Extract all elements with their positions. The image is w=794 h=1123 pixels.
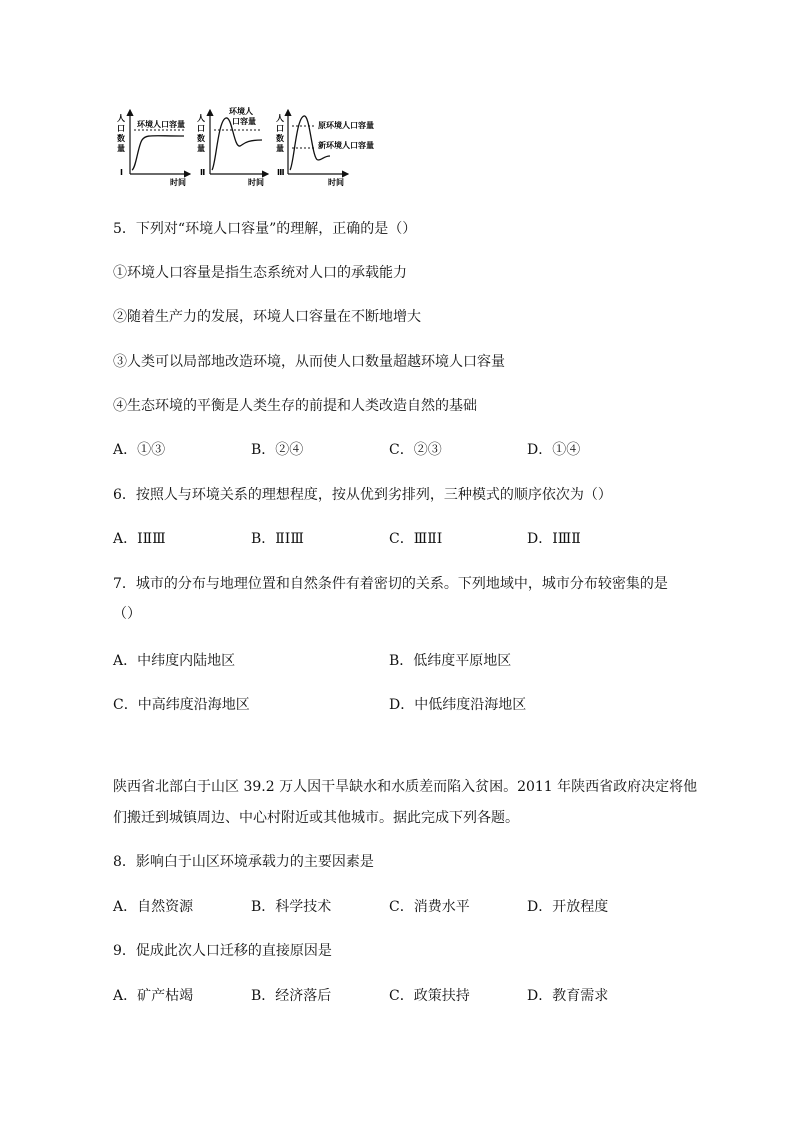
q7-stem-line-1: 7．城市的分布与地理位置和自然条件有着密切的关系。下列地域中，城市分布较密集的是 <box>113 576 668 592</box>
q7-stem-line-2: （） <box>113 606 141 622</box>
panel-3-line-label-bottom: 新环境人口容量 <box>318 141 374 150</box>
q5-option-c: C．②③ <box>389 442 442 458</box>
population-capacity-figure <box>112 104 392 188</box>
panel-1-ylabel-3: 数 <box>117 134 125 143</box>
panel-2-numeral: Ⅱ <box>200 168 206 177</box>
panel-3-line-label-top: 原环境人口容量 <box>318 121 374 130</box>
q7-option-b: B．低纬度平原地区 <box>389 653 512 669</box>
q9-option-c: C．政策扶持 <box>389 988 470 1004</box>
panel-1-line-label: 环境人口容量 <box>137 120 185 129</box>
panel-1-xlabel: 时间 <box>170 178 186 187</box>
q8-option-c: C．消费水平 <box>389 899 470 915</box>
q6-option-a: A．ⅠⅡⅢ <box>113 531 166 547</box>
panel-2-ylabel-4: 量 <box>197 144 205 153</box>
panel-2 <box>197 106 268 187</box>
panel-3 <box>276 110 374 187</box>
passage-line-1: 陕西省北部白于山区 39.2 万人因干旱缺水和水质差而陷入贫困。2011 年陕西省政府决定将他 <box>113 779 698 795</box>
panel-2-xlabel: 时间 <box>248 178 264 187</box>
q5-item-2: ②随着生产力的发展，环境人口容量在不断地增大 <box>113 309 421 325</box>
q9-option-d: D．教育需求 <box>527 988 609 1004</box>
q6-option-b: B．ⅡⅠⅢ <box>251 531 304 547</box>
q5-item-3: ③人类可以局部地改造环境，从而使人口数量超越环境人口容量 <box>113 354 505 370</box>
panel-3-ylabel-2: 口 <box>276 124 284 133</box>
q7-option-d: D．中低纬度沿海地区 <box>389 697 527 713</box>
panel-1-population-curve <box>132 136 184 170</box>
panel-2-ylabel-1: 人 <box>197 114 205 123</box>
panel-1-numeral: Ⅰ <box>120 168 123 177</box>
q8-option-a: A．自然资源 <box>113 899 194 915</box>
q6-option-d: D．ⅠⅢⅡ <box>527 531 581 547</box>
q5-option-b: B．②④ <box>251 442 304 458</box>
q5-option-d: D．①④ <box>527 442 581 458</box>
q8-option-d: D．开放程度 <box>527 899 609 915</box>
panel-2-ylabel-3: 数 <box>197 134 205 143</box>
q5-item-4: ④生态环境的平衡是人类生存的前提和人类改造自然的基础 <box>113 398 477 414</box>
q9-stem: 9．促成此次人口迁移的直接原因是 <box>113 943 332 959</box>
panel-3-ylabel-3: 数 <box>276 134 284 143</box>
q9-option-a: A．矿产枯竭 <box>113 988 194 1004</box>
panel-3-xlabel: 时间 <box>328 178 344 187</box>
passage-line-2: 们搬迁到城镇周边、中心村附近或其他城市。据此完成下列各题。 <box>113 810 519 826</box>
panel-2-line-label-1: 环境人 <box>229 107 253 116</box>
q5-stem: 5．下列对“环境人口容量”的理解，正确的是（） <box>113 221 417 237</box>
q7-option-a: A．中纬度内陆地区 <box>113 653 236 669</box>
q5-option-a: A．①③ <box>113 442 166 458</box>
q8-stem: 8．影响白于山区环境承载力的主要因素是 <box>113 854 374 870</box>
panel-1-ylabel-4: 量 <box>117 144 125 153</box>
panel-3-numeral: Ⅲ <box>277 168 285 177</box>
panel-2-line-label-2: 口容量 <box>232 117 256 126</box>
q6-stem: 6．按照人与环境关系的理想程度，按从优到劣排列，三种模式的顺序依次为（） <box>113 487 612 503</box>
panel-1-ylabel-1: 人 <box>117 114 125 123</box>
panel-3-ylabel-4: 量 <box>276 144 284 153</box>
panel-1 <box>117 110 190 187</box>
panel-2-ylabel-2: 口 <box>197 124 205 133</box>
q6-option-c: C．ⅢⅡⅠ <box>389 531 443 547</box>
q5-item-1: ①环境人口容量是指生态系统对人口的承载能力 <box>113 265 407 281</box>
q8-option-b: B．科学技术 <box>251 899 332 915</box>
panel-3-ylabel-1: 人 <box>276 114 284 123</box>
q9-option-b: B．经济落后 <box>251 988 332 1004</box>
q7-option-c: C．中高纬度沿海地区 <box>113 697 250 713</box>
panel-1-ylabel-2: 口 <box>117 124 125 133</box>
